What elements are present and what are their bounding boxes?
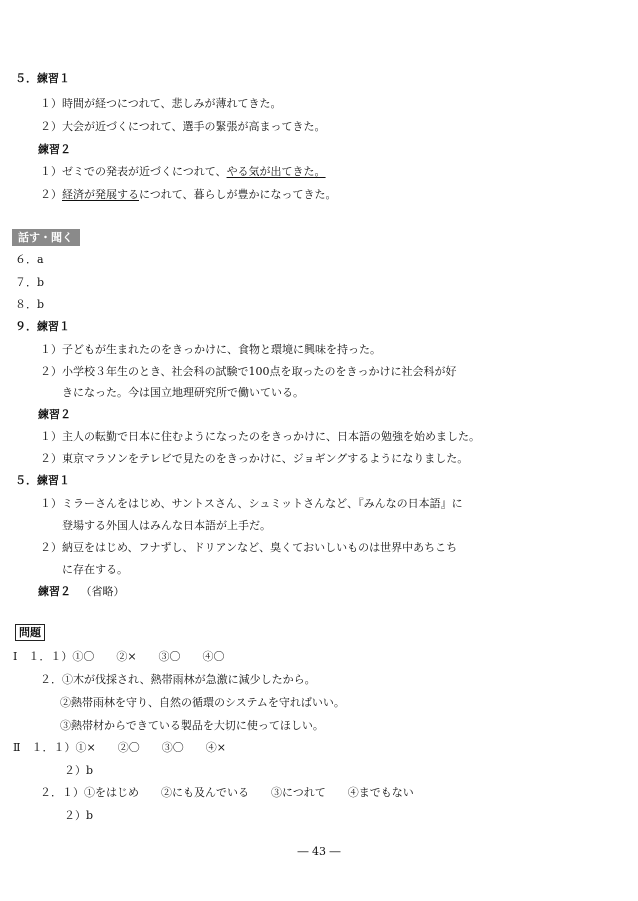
answer-line <box>40 165 326 179</box>
answer-line <box>40 188 337 202</box>
practice-2-header: 練習２ <box>38 585 71 598</box>
underlined-text: 経済が発展する <box>62 188 139 201</box>
answer-line: 登場する外国人はみんな日本語が上手だ。 <box>62 519 271 532</box>
answer-text: ２） <box>40 188 62 201</box>
section-9-header: ９．練習１ <box>15 320 70 333</box>
mondai-line: ③熱帯材からできている製品を大切に使ってほしい。 <box>60 719 324 732</box>
omitted-note: （省略） <box>80 585 125 598</box>
practice-2-line <box>38 585 125 599</box>
answer-line: きになった。今は国立地理研究所で働いている。 <box>62 386 304 399</box>
answer-line: １）ミラーさんをはじめ、サントスさん、シュミットさんなど、『みんなの日本語』に <box>40 497 463 510</box>
mondai-line: ２）b <box>64 809 94 822</box>
answer-line: ２）小学校３年生のとき、社会科の試験で100点を取ったのをきっかけに社会科が好 <box>40 365 457 378</box>
answer-line: １）子どもが生まれたのをきっかけに、食物と環境に興味を持った。 <box>40 343 381 356</box>
mondai-line: ２．①木が伐採され、熱帯雨林が急激に減少したから。 <box>40 673 316 686</box>
page-number: ― 43 ― <box>297 845 341 858</box>
answer-7: ７．b <box>15 276 45 289</box>
answer-6: ６．a <box>15 253 44 266</box>
section-tag-speaking-listening: 話す・聞く <box>12 229 80 246</box>
practice-2-header: 練習２ <box>38 143 71 156</box>
mondai-box: 問題 <box>15 624 45 641</box>
answer-line: に存在する。 <box>62 563 128 576</box>
underlined-text: やる気が出てきた。 <box>226 165 326 178</box>
mondai-line: ２）b <box>64 764 94 777</box>
section-5-header: ５．練習１ <box>15 72 70 85</box>
section-5-header: ５．練習１ <box>15 474 70 487</box>
answer-line: ２）東京マラソンをテレビで見たのをきっかけに、ジョギングするようになりました。 <box>40 452 469 465</box>
answer-line: ２）大会が近づくにつれて、選手の緊張が高まってきた。 <box>40 120 326 133</box>
answer-line: ２）納豆をはじめ、フナずし、ドリアンなど、臭くておいしいものは世界中あちこち <box>40 541 458 554</box>
mondai-line: Ⅱ １．１）①× ②〇 ③〇 ④× <box>13 741 226 754</box>
mondai-line: Ⅰ １．１）①〇 ②× ③〇 ④〇 <box>13 650 225 663</box>
answer-line: １）時間が経つにつれて、悲しみが薄れてきた。 <box>40 97 282 110</box>
answer-text: につれて、暮らしが豊かになってきた。 <box>139 188 337 201</box>
mondai-line: ②熱帯雨林を守り、自然の循環のシステムを守ればいい。 <box>60 696 345 709</box>
practice-2-header: 練習２ <box>38 408 71 421</box>
mondai-line: ２．１）①をはじめ ②にも及んでいる ③につれて ④までもない <box>40 786 414 799</box>
answer-line: １）主人の転勤で日本に住むようになったのをきっかけに、日本語の勉強を始めました。 <box>40 430 480 443</box>
answer-text: １）ゼミでの発表が近づくにつれて、 <box>40 165 227 178</box>
answer-8: ８．b <box>15 298 45 311</box>
